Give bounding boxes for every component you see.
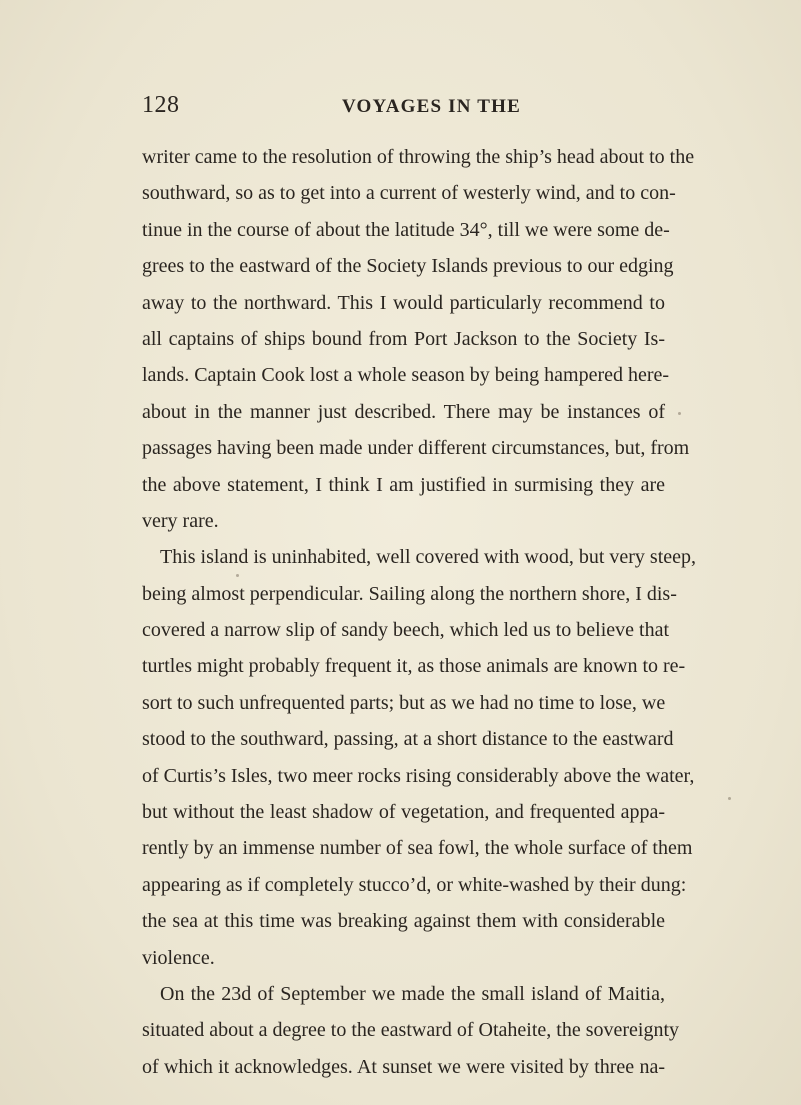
text-line: away to the northward. This I would particularly recommend to bbox=[142, 291, 665, 314]
text-line: grees to the eastward of the Society Islands previous to our edging bbox=[142, 255, 674, 278]
text-line: very rare. bbox=[142, 509, 219, 532]
text-line: the above statement, I think I am justified in surmising they are bbox=[142, 473, 665, 496]
text-line: passages having been made under different circumstances, but, from bbox=[142, 437, 690, 460]
paper-speck bbox=[678, 412, 681, 415]
text-line: of which it acknowledges. At sunset we were visited by three na- bbox=[142, 1055, 665, 1078]
text-line: writer came to the resolution of throwing the ship’s head about to the bbox=[142, 146, 695, 168]
text-line: of Curtis’s Isles, two meer rocks rising considerably above the water, bbox=[142, 764, 695, 787]
text-line: turtles might probably frequent it, as those animals are known to re- bbox=[142, 655, 686, 678]
paper-speck bbox=[728, 797, 731, 800]
text-line: situated about a degree to the eastward of Otaheite, the sovereignty bbox=[142, 1019, 680, 1042]
running-title: VOYAGES IN THE bbox=[342, 96, 522, 117]
body-text bbox=[142, 139, 697, 1085]
paragraph-start-line: This island is uninhabited, well covered with wood, but very steep, bbox=[160, 546, 697, 569]
text-line: lands. Captain Cook lost a whole season by being hampered here- bbox=[142, 364, 670, 387]
text-line: appearing as if completely stucco’d, or white-washed by their dung: bbox=[142, 873, 687, 896]
text-line: rently by an immense number of sea fowl, the whole surface of them bbox=[142, 837, 693, 860]
text-line: covered a narrow slip of sandy beech, which led us to believe that bbox=[142, 619, 670, 642]
text-line: tinue in the course of about the latitude 34°, till we were some de- bbox=[142, 218, 670, 241]
text-line: stood to the southward, passing, at a short distance to the eastward bbox=[142, 728, 674, 751]
running-head bbox=[142, 92, 662, 122]
paragraph-start-line: On the 23d of September we made the small island of Maitia, bbox=[160, 982, 665, 1005]
page-number: 128 bbox=[142, 92, 180, 118]
text-line: being almost perpendicular. Sailing along the northern shore, I dis- bbox=[142, 582, 677, 605]
text-line: but without the least shadow of vegetation, and frequented appa- bbox=[142, 801, 665, 824]
text-line: southward, so as to get into a current of westerly wind, and to con- bbox=[142, 182, 676, 205]
text-line: all captains of ships bound from Port Jackson to the Society Is- bbox=[142, 327, 665, 350]
text-line: about in the manner just described. There may be instances of bbox=[142, 400, 665, 423]
text-line: violence. bbox=[142, 946, 215, 969]
paper-speck bbox=[236, 574, 239, 577]
text-line: sort to such unfrequented parts; but as we had no time to lose, we bbox=[142, 691, 666, 714]
text-line: the sea at this time was breaking against them with considerable bbox=[142, 910, 665, 933]
